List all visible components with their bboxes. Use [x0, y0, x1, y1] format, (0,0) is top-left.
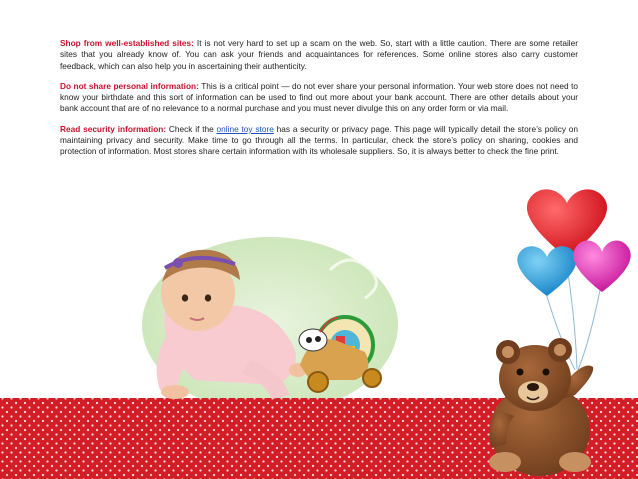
paragraph-body: This is a critical point — do not ever share your personal information. Your web store does not need to know your birthdate and this sort of information can be used to find out more about your bank account. There are other details about your bank account that are of no relevance to a normal purchase and you must never divulge this on any order form or via mail.: [60, 80, 579, 114]
pink-heart-balloon: [573, 241, 630, 292]
paragraph-body: Check if the: [166, 123, 217, 134]
heading-security-info: Read security information:: [60, 123, 167, 134]
heading-shop-sites: Shop from well-established sites:: [60, 38, 194, 48]
blue-heart-balloon: [517, 246, 576, 296]
paragraph-body: has a security or privacy page. This page will typically detail the store’s policy on maintaining privacy and security. Make time to go through all the terms. In particular, check the store’s policy on sharing, cookies and protection of information. Most stores share certain information with its wholesale suppliers. So, it is always better to check the fine print.: [60, 123, 579, 157]
online-toy-store-link[interactable]: online toy store: [216, 123, 274, 134]
teddy-bear-image: [489, 338, 593, 476]
heading-personal-info: Do not share personal information:: [60, 80, 199, 91]
paragraph-body: It is not very hard to set up a scam on the web. So, start with a little caution. There are some retailer sites that you already know of. You can ask your friends and acquaintances for references. Some online stores also carry customer feedback, which can also help you in ascertaining their authenticity.: [60, 38, 579, 71]
